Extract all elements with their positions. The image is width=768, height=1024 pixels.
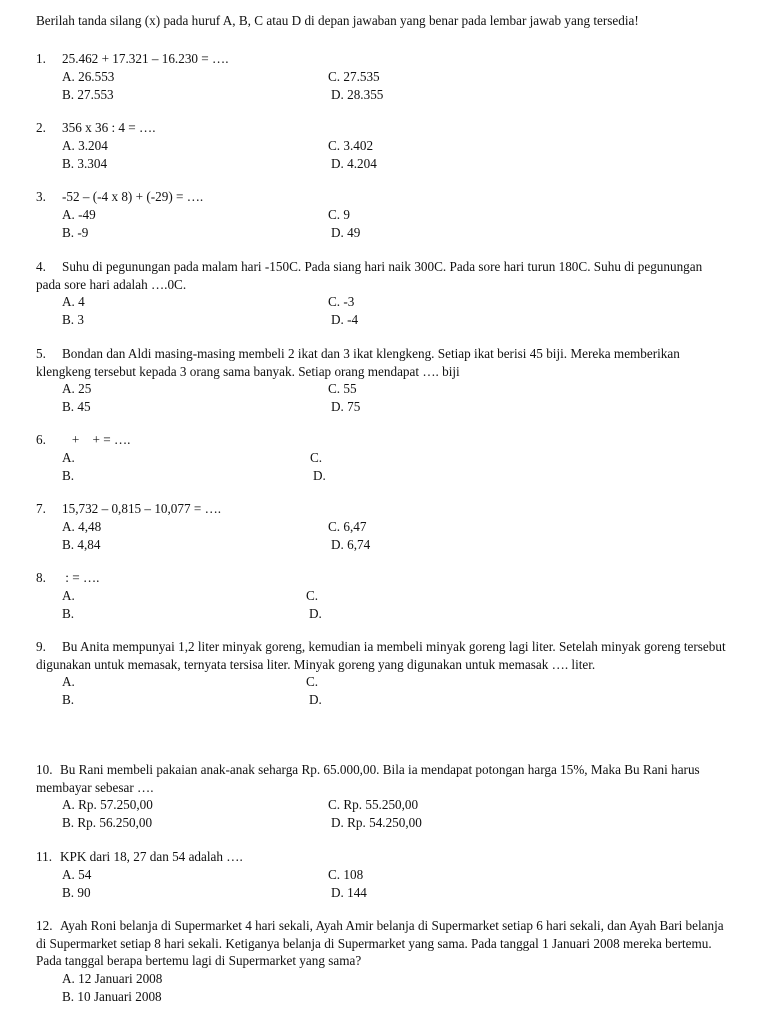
question-text (36, 761, 728, 796)
option-a: A. (62, 587, 75, 603)
option-d: D. 75 (331, 399, 361, 414)
question-text (36, 345, 728, 380)
option-d: D. 49 (331, 224, 361, 240)
options-row (0, 398, 768, 416)
option-c: C. (306, 674, 319, 689)
options-row (0, 86, 768, 104)
options-row (0, 970, 768, 988)
option-a: A. (62, 449, 75, 465)
option-c: C. 27.535 (328, 68, 380, 84)
question-number: 11. (36, 849, 52, 864)
option-c: C. 6,47 (328, 518, 367, 534)
option-a: A. -49 (62, 206, 96, 222)
question-text (36, 188, 728, 206)
option-b: B. (62, 692, 75, 707)
options-row (0, 293, 768, 311)
option-b: B. (62, 605, 75, 621)
options-row (0, 449, 768, 467)
options-row (0, 814, 768, 832)
question-body: 15,732 – 0,815 – 10,077 = …. (62, 501, 222, 516)
options-row (0, 673, 768, 691)
question-4 (0, 258, 768, 329)
option-c: C. Rp. 55.250,00 (328, 797, 419, 812)
question-10 (0, 761, 768, 832)
question-body: 25.462 + 17.321 – 16.230 = …. (62, 51, 229, 66)
options-row (0, 796, 768, 814)
question-12 (0, 917, 768, 1006)
question-1 (0, 50, 768, 104)
question-body: -52 – (-4 x 8) + (-29) = …. (62, 189, 204, 204)
question-text (36, 500, 728, 518)
options-row (0, 467, 768, 485)
options-row (0, 884, 768, 902)
option-b: B. 3.304 (62, 155, 108, 171)
options-row (0, 691, 768, 709)
question-body: 356 x 36 : 4 = …. (62, 120, 156, 135)
question-number: 4. (36, 259, 46, 274)
option-b: B. 45 (62, 399, 91, 414)
question-text (36, 50, 728, 68)
option-c: C. (306, 587, 319, 603)
options-row (0, 605, 768, 623)
question-body: Bu Anita mempunyai 1,2 liter minyak goreng, kemudian ia membeli minyak goreng lagi liter. Setelah minyak goreng tersebut digunakan untuk memasak, ternyata tersisa liter. Minyak goreng yang digunakan untuk memasak …. liter. (36, 639, 726, 672)
option-b: B. 27.553 (62, 86, 114, 102)
question-text (36, 569, 728, 587)
options-row (0, 311, 768, 329)
question-body: Suhu di pegunungan pada malam hari -150C. Pada siang hari naik 300C. Pada sore hari turun 180C. Suhu di pegunungan pada sore hari adalah ….0C. (36, 259, 703, 292)
option-b: B. -9 (62, 224, 89, 240)
question-body: : = …. (62, 570, 100, 585)
question-number: 6. (36, 432, 46, 447)
question-2 (0, 119, 768, 173)
option-a: A. 3.204 (62, 137, 108, 153)
question-number: 10. (36, 762, 53, 777)
option-c: C. -3 (328, 294, 355, 309)
question-number: 12. (36, 918, 53, 933)
options-row (0, 206, 768, 224)
question-text (36, 258, 728, 293)
option-d: D. (309, 605, 322, 621)
option-d: D. (313, 467, 326, 483)
question-text (36, 917, 728, 970)
option-a: A. (62, 674, 75, 689)
question-body: Ayah Roni belanja di Supermarket 4 hari sekali, Ayah Amir belanja di Supermarket setiap 6 hari sekali, dan Ayah Bari belanja di Supermarket setiap 8 hari sekali. Ketiganya belanja di Supermarket yang sama. Pada tanggal 1 Januari 2008 mereka bertemu. Pada tanggal berapa bertemu lagi di Supermarket yang sama? (36, 918, 724, 968)
options-row (0, 68, 768, 86)
question-body: KPK dari 18, 27 dan 54 adalah …. (60, 849, 243, 864)
options-row (0, 587, 768, 605)
option-c: C. 108 (328, 866, 364, 882)
options-row (0, 536, 768, 554)
option-a: A. 25 (62, 381, 92, 396)
question-number: 5. (36, 346, 46, 361)
option-d: D. 28.355 (331, 86, 384, 102)
option-b: B. 4,84 (62, 536, 101, 552)
option-a: A. 26.553 (62, 68, 115, 84)
question-8 (0, 569, 768, 623)
options-row (0, 380, 768, 398)
option-b: B. Rp. 56.250,00 (62, 815, 153, 830)
option-b: B. (62, 467, 75, 483)
option-c: C. 9 (328, 206, 350, 222)
question-3 (0, 188, 768, 242)
question-11 (0, 848, 768, 902)
question-6 (0, 431, 768, 485)
options-row (0, 866, 768, 884)
question-body: Bu Rani membeli pakaian anak-anak seharga Rp. 65.000,00. Bila ia mendapat potongan harga 15%, Maka Bu Rani harus membayar sebesar …. (36, 762, 700, 795)
question-7 (0, 500, 768, 554)
option-b: B. 10 Januari 2008 (62, 988, 162, 1004)
option-a: A. 4 (62, 294, 85, 309)
question-body: + + = …. (62, 432, 131, 447)
option-a: A. Rp. 57.250,00 (62, 797, 153, 812)
option-b: B. 90 (62, 884, 91, 900)
option-d: D. (309, 692, 322, 707)
option-d: D. 4.204 (331, 155, 377, 171)
question-9 (0, 638, 768, 709)
question-text (36, 638, 730, 673)
option-c: C. (310, 449, 323, 465)
question-number: 3. (36, 189, 46, 204)
options-row (0, 518, 768, 536)
option-a: A. 4,48 (62, 518, 102, 534)
question-number: 8. (36, 570, 46, 585)
options-row (0, 988, 768, 1006)
options-row (0, 224, 768, 242)
question-text (36, 848, 728, 866)
question-number: 1. (36, 51, 46, 66)
option-d: D. Rp. 54.250,00 (331, 815, 422, 830)
question-text (36, 431, 728, 449)
option-d: D. 144 (331, 884, 367, 900)
option-a: A. 12 Januari 2008 (62, 970, 163, 986)
option-c: C. 3.402 (328, 137, 374, 153)
option-d: D. -4 (331, 312, 359, 327)
option-b: B. 3 (62, 312, 84, 327)
option-c: C. 55 (328, 381, 357, 396)
question-body: Bondan dan Aldi masing-masing membeli 2 ikat dan 3 ikat klengkeng. Setiap ikat berisi 45 biji. Mereka memberikan klengkeng tersebut kepada 3 orang sama banyak. Setiap orang mendapat …. biji (36, 346, 680, 379)
question-text (36, 119, 728, 137)
options-row (0, 137, 768, 155)
options-row (0, 155, 768, 173)
question-number: 2. (36, 120, 46, 135)
option-d: D. 6,74 (331, 536, 371, 552)
option-a: A. 54 (62, 866, 92, 882)
question-number: 7. (36, 501, 46, 516)
question-5 (0, 345, 768, 416)
instruction-text: Berilah tanda silang (x) pada huruf A, B, C atau D di depan jawaban yang benar pada lembar jawab yang tersedia! (36, 13, 639, 28)
question-number: 9. (36, 639, 46, 654)
